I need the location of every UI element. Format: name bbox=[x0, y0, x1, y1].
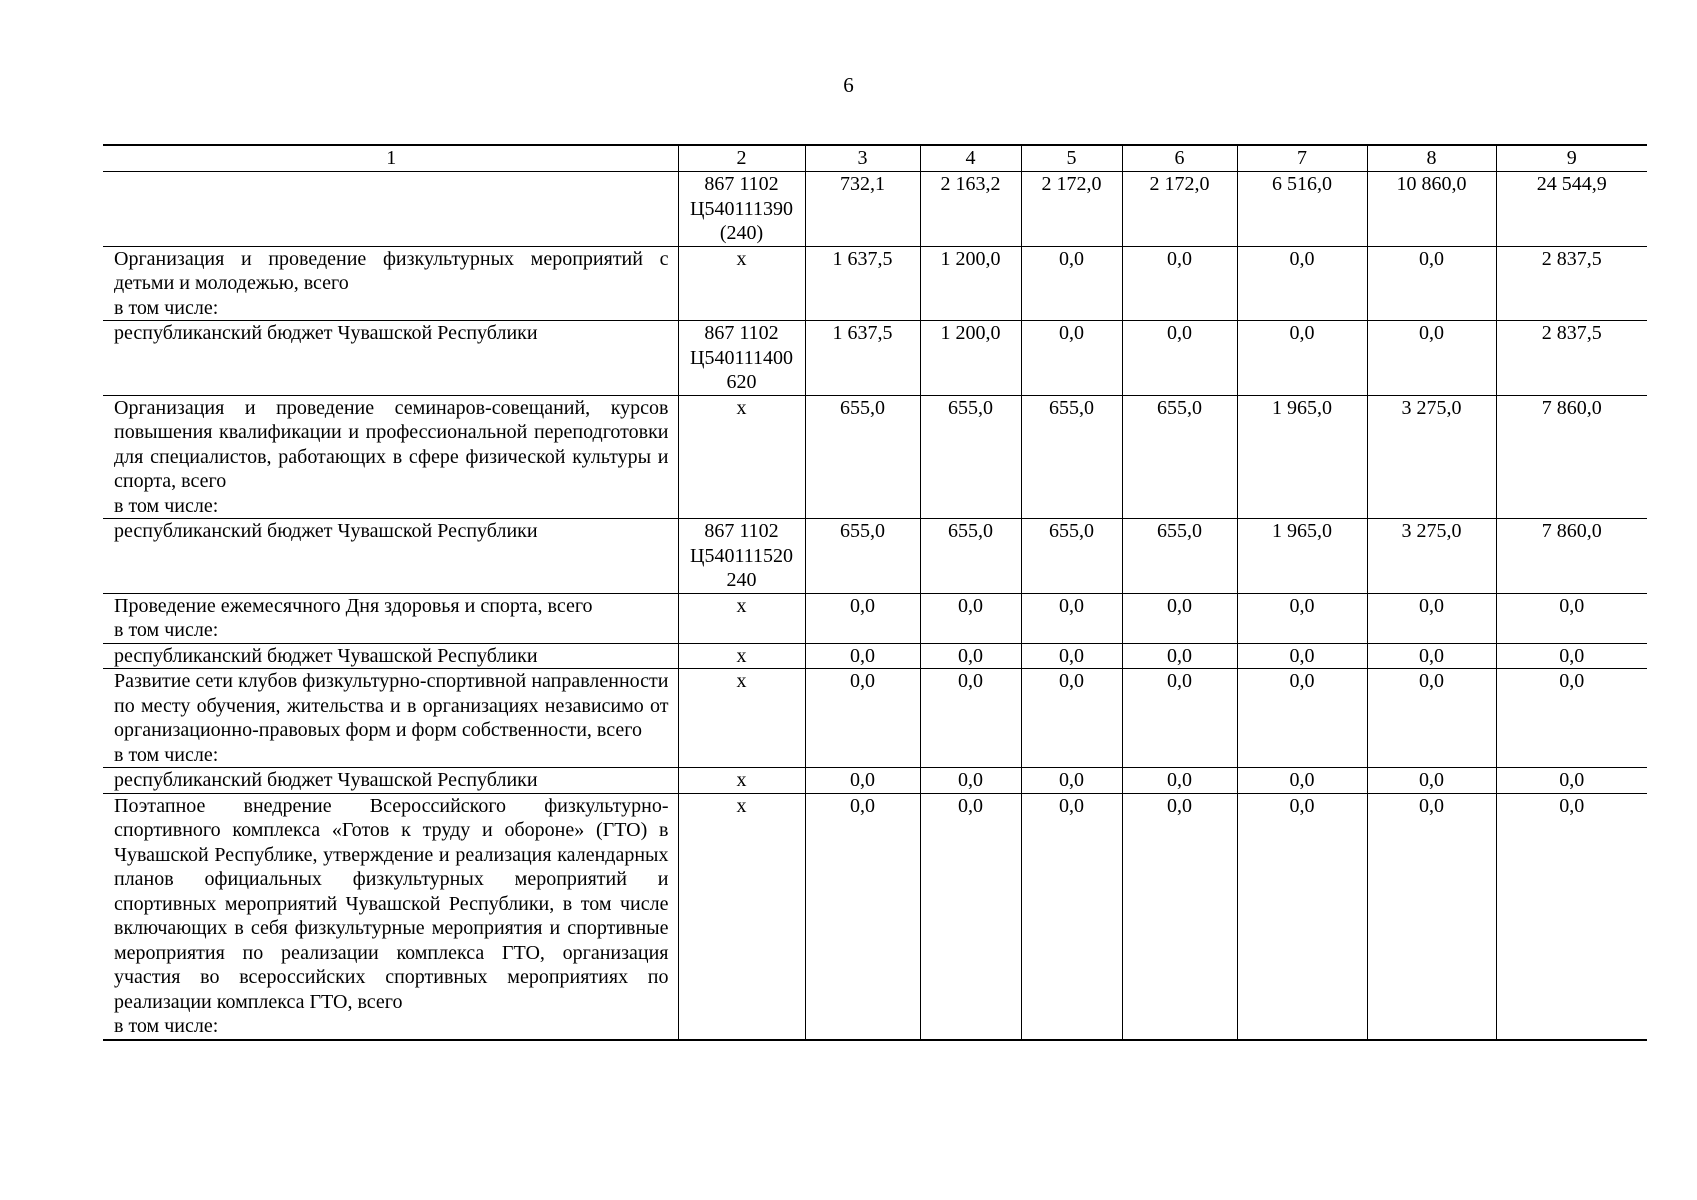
value-cell-col-5: 0,0 bbox=[1021, 593, 1122, 643]
value-cell-col-7: 0,0 bbox=[1237, 768, 1367, 794]
row-code-line: х bbox=[736, 644, 747, 667]
value-cell-col-6: 0,0 bbox=[1122, 768, 1237, 794]
value-cell-col-4: 0,0 bbox=[920, 643, 1021, 669]
header-cell: 9 bbox=[1496, 145, 1647, 172]
value-cell-col-3: 732,1 bbox=[805, 172, 920, 247]
row-code-cell bbox=[678, 172, 805, 247]
value-cell-col-7: 1 965,0 bbox=[1237, 519, 1367, 594]
budget-table bbox=[103, 144, 1647, 1041]
value-cell-col-9: 0,0 bbox=[1496, 593, 1647, 643]
value-cell-col-4: 2 163,2 bbox=[920, 172, 1021, 247]
value-cell-col-8: 0,0 bbox=[1367, 593, 1496, 643]
value-cell-col-7: 0,0 bbox=[1237, 321, 1367, 396]
row-code-line: х bbox=[736, 396, 747, 419]
value-cell-col-8: 0,0 bbox=[1367, 321, 1496, 396]
row-name-cell bbox=[103, 643, 678, 669]
row-subtitle: в том числе: bbox=[114, 1015, 219, 1037]
row-code-line: 867 1102 bbox=[704, 322, 779, 344]
table-row bbox=[103, 768, 1647, 794]
value-cell-col-7: 0,0 bbox=[1237, 643, 1367, 669]
table-row bbox=[103, 246, 1647, 321]
table-header-row bbox=[103, 145, 1647, 172]
value-cell-col-3: 1 637,5 bbox=[805, 246, 920, 321]
row-code-line: х bbox=[736, 594, 747, 617]
table-row bbox=[103, 172, 1647, 247]
value-cell-col-4: 1 200,0 bbox=[920, 246, 1021, 321]
value-cell-col-5: 2 172,0 bbox=[1021, 172, 1122, 247]
row-code-cell bbox=[678, 395, 805, 519]
value-cell-col-6: 655,0 bbox=[1122, 519, 1237, 594]
row-code-cell bbox=[678, 519, 805, 594]
row-code-line: х bbox=[736, 769, 747, 791]
row-name-cell bbox=[103, 321, 678, 396]
value-cell-col-3: 1 637,5 bbox=[805, 321, 920, 396]
value-cell-col-4: 655,0 bbox=[920, 519, 1021, 594]
table-row bbox=[103, 669, 1647, 768]
row-name: Развитие сети клубов физкультурно-спортивной направленности по месту обучения, жительства и в организациях независимо от организационно-правовых форм и форм собственности, всего bbox=[114, 670, 669, 741]
value-cell-col-9: 24 544,9 bbox=[1496, 172, 1647, 247]
table-row bbox=[103, 321, 1647, 396]
row-code-line: Ц540111400 bbox=[690, 346, 793, 369]
header-cell: 2 bbox=[678, 145, 805, 172]
value-cell-col-7: 6 516,0 bbox=[1237, 172, 1367, 247]
row-name: республиканский бюджет Чувашской Республики bbox=[114, 322, 538, 344]
value-cell-col-3: 0,0 bbox=[805, 768, 920, 794]
row-code-line: Ц540111390 bbox=[690, 197, 793, 220]
value-cell-col-7: 0,0 bbox=[1237, 246, 1367, 321]
value-cell-col-4: 0,0 bbox=[920, 593, 1021, 643]
value-cell-col-5: 0,0 bbox=[1021, 669, 1122, 768]
row-code-cell bbox=[678, 593, 805, 643]
header-cell: 7 bbox=[1237, 145, 1367, 172]
row-code-line: 240 bbox=[726, 569, 757, 591]
value-cell-col-6: 0,0 bbox=[1122, 246, 1237, 321]
value-cell-col-8: 0,0 bbox=[1367, 768, 1496, 794]
row-name-cell bbox=[103, 793, 678, 1040]
row-code-line: (240) bbox=[719, 222, 764, 244]
row-code-line: 620 bbox=[726, 371, 757, 393]
value-cell-col-3: 0,0 bbox=[805, 643, 920, 669]
value-cell-col-5: 0,0 bbox=[1021, 321, 1122, 396]
row-subtitle: в том числе: bbox=[114, 296, 219, 319]
row-code-line: х bbox=[736, 247, 747, 270]
value-cell-col-7: 0,0 bbox=[1237, 669, 1367, 768]
row-subtitle: в том числе: bbox=[114, 619, 219, 641]
row-subtitle: в том числе: bbox=[114, 743, 219, 766]
row-name-cell bbox=[103, 172, 678, 247]
row-code-cell bbox=[678, 321, 805, 396]
value-cell-col-5: 0,0 bbox=[1021, 793, 1122, 1040]
value-cell-col-8: 0,0 bbox=[1367, 246, 1496, 321]
row-code-cell bbox=[678, 669, 805, 768]
row-name-cell bbox=[103, 246, 678, 321]
value-cell-col-7: 0,0 bbox=[1237, 793, 1367, 1040]
header-cell: 1 bbox=[103, 145, 678, 172]
row-name-cell bbox=[103, 669, 678, 768]
value-cell-col-7: 1 965,0 bbox=[1237, 395, 1367, 519]
value-cell-col-8: 0,0 bbox=[1367, 643, 1496, 669]
value-cell-col-5: 0,0 bbox=[1021, 246, 1122, 321]
row-code-cell bbox=[678, 793, 805, 1040]
value-cell-col-9: 0,0 bbox=[1496, 669, 1647, 768]
row-name: республиканский бюджет Чувашской Республики bbox=[114, 520, 538, 542]
page-number: 6 bbox=[843, 73, 854, 97]
header-cell: 4 bbox=[920, 145, 1021, 172]
row-code-line: Ц540111520 bbox=[690, 544, 793, 567]
row-code-line: 867 1102 bbox=[704, 173, 779, 195]
value-cell-col-5: 655,0 bbox=[1021, 519, 1122, 594]
header-cell: 6 bbox=[1122, 145, 1237, 172]
value-cell-col-8: 0,0 bbox=[1367, 793, 1496, 1040]
value-cell-col-3: 0,0 bbox=[805, 593, 920, 643]
value-cell-col-8: 3 275,0 bbox=[1367, 519, 1496, 594]
value-cell-col-4: 0,0 bbox=[920, 669, 1021, 768]
table-row bbox=[103, 519, 1647, 594]
value-cell-col-9: 0,0 bbox=[1496, 643, 1647, 669]
value-cell-col-6: 0,0 bbox=[1122, 793, 1237, 1040]
value-cell-col-5: 655,0 bbox=[1021, 395, 1122, 519]
row-name: республиканский бюджет Чувашской Республики bbox=[114, 769, 538, 791]
value-cell-col-6: 0,0 bbox=[1122, 643, 1237, 669]
row-code-line: 867 1102 bbox=[704, 520, 779, 542]
row-subtitle: в том числе: bbox=[114, 494, 219, 517]
value-cell-col-6: 0,0 bbox=[1122, 593, 1237, 643]
value-cell-col-3: 0,0 bbox=[805, 793, 920, 1040]
row-name: республиканский бюджет Чувашской Республики bbox=[114, 644, 538, 667]
value-cell-col-9: 7 860,0 bbox=[1496, 519, 1647, 594]
value-cell-col-7: 0,0 bbox=[1237, 593, 1367, 643]
value-cell-col-4: 0,0 bbox=[920, 768, 1021, 794]
value-cell-col-6: 0,0 bbox=[1122, 669, 1237, 768]
value-cell-col-8: 10 860,0 bbox=[1367, 172, 1496, 247]
row-name-cell bbox=[103, 519, 678, 594]
table-row bbox=[103, 643, 1647, 669]
row-name-cell bbox=[103, 593, 678, 643]
header-cell: 8 bbox=[1367, 145, 1496, 172]
value-cell-col-6: 655,0 bbox=[1122, 395, 1237, 519]
row-code-cell bbox=[678, 246, 805, 321]
value-cell-col-5: 0,0 bbox=[1021, 768, 1122, 794]
table-body bbox=[103, 145, 1647, 1040]
value-cell-col-9: 0,0 bbox=[1496, 793, 1647, 1040]
value-cell-col-3: 655,0 bbox=[805, 395, 920, 519]
value-cell-col-9: 7 860,0 bbox=[1496, 395, 1647, 519]
row-name-cell bbox=[103, 768, 678, 794]
value-cell-col-6: 0,0 bbox=[1122, 321, 1237, 396]
value-cell-col-4: 655,0 bbox=[920, 395, 1021, 519]
value-cell-col-8: 0,0 bbox=[1367, 669, 1496, 768]
row-name-cell bbox=[103, 395, 678, 519]
table-row bbox=[103, 593, 1647, 643]
row-code-cell bbox=[678, 643, 805, 669]
value-cell-col-6: 2 172,0 bbox=[1122, 172, 1237, 247]
value-cell-col-8: 3 275,0 bbox=[1367, 395, 1496, 519]
value-cell-col-3: 655,0 bbox=[805, 519, 920, 594]
row-code-line: х bbox=[736, 794, 747, 817]
row-name: Организация и проведение семинаров-совещаний, курсов повышения квалификации и профессиональной переподготовки для специалистов, работающих в сфере физической культуры и спорта, всего bbox=[114, 396, 669, 492]
value-cell-col-3: 0,0 bbox=[805, 669, 920, 768]
value-cell-col-9: 2 837,5 bbox=[1496, 246, 1647, 321]
value-cell-col-9: 2 837,5 bbox=[1496, 321, 1647, 396]
header-cell: 5 bbox=[1021, 145, 1122, 172]
value-cell-col-4: 0,0 bbox=[920, 793, 1021, 1040]
value-cell-col-4: 1 200,0 bbox=[920, 321, 1021, 396]
row-name: Организация и проведение физкультурных мероприятий с детьми и молодежью, всего bbox=[114, 247, 669, 294]
header-cell: 3 bbox=[805, 145, 920, 172]
row-name: Поэтапное внедрение Всероссийского физкультурно-спортивного комплекса «Готов к труду и обороне» (ГТО) в Чувашской Республике, утверждение и реализация календарных планов официальных физкультурных мероприятий и спортивных мероприятий Чувашской Республики, в том числе включающих в себя физкультурные мероприятия и спортивные мероприятия по реализации комплекса ГТО, организация участия во всероссийских спортивных мероприятиях по реализации комплекса ГТО, всего bbox=[114, 794, 669, 1013]
row-code-cell bbox=[678, 768, 805, 794]
table-row bbox=[103, 793, 1647, 1040]
row-name: Проведение ежемесячного Дня здоровья и спорта, всего bbox=[114, 594, 593, 617]
value-cell-col-5: 0,0 bbox=[1021, 643, 1122, 669]
table-row bbox=[103, 395, 1647, 519]
row-code-line: х bbox=[736, 670, 747, 692]
value-cell-col-9: 0,0 bbox=[1496, 768, 1647, 794]
